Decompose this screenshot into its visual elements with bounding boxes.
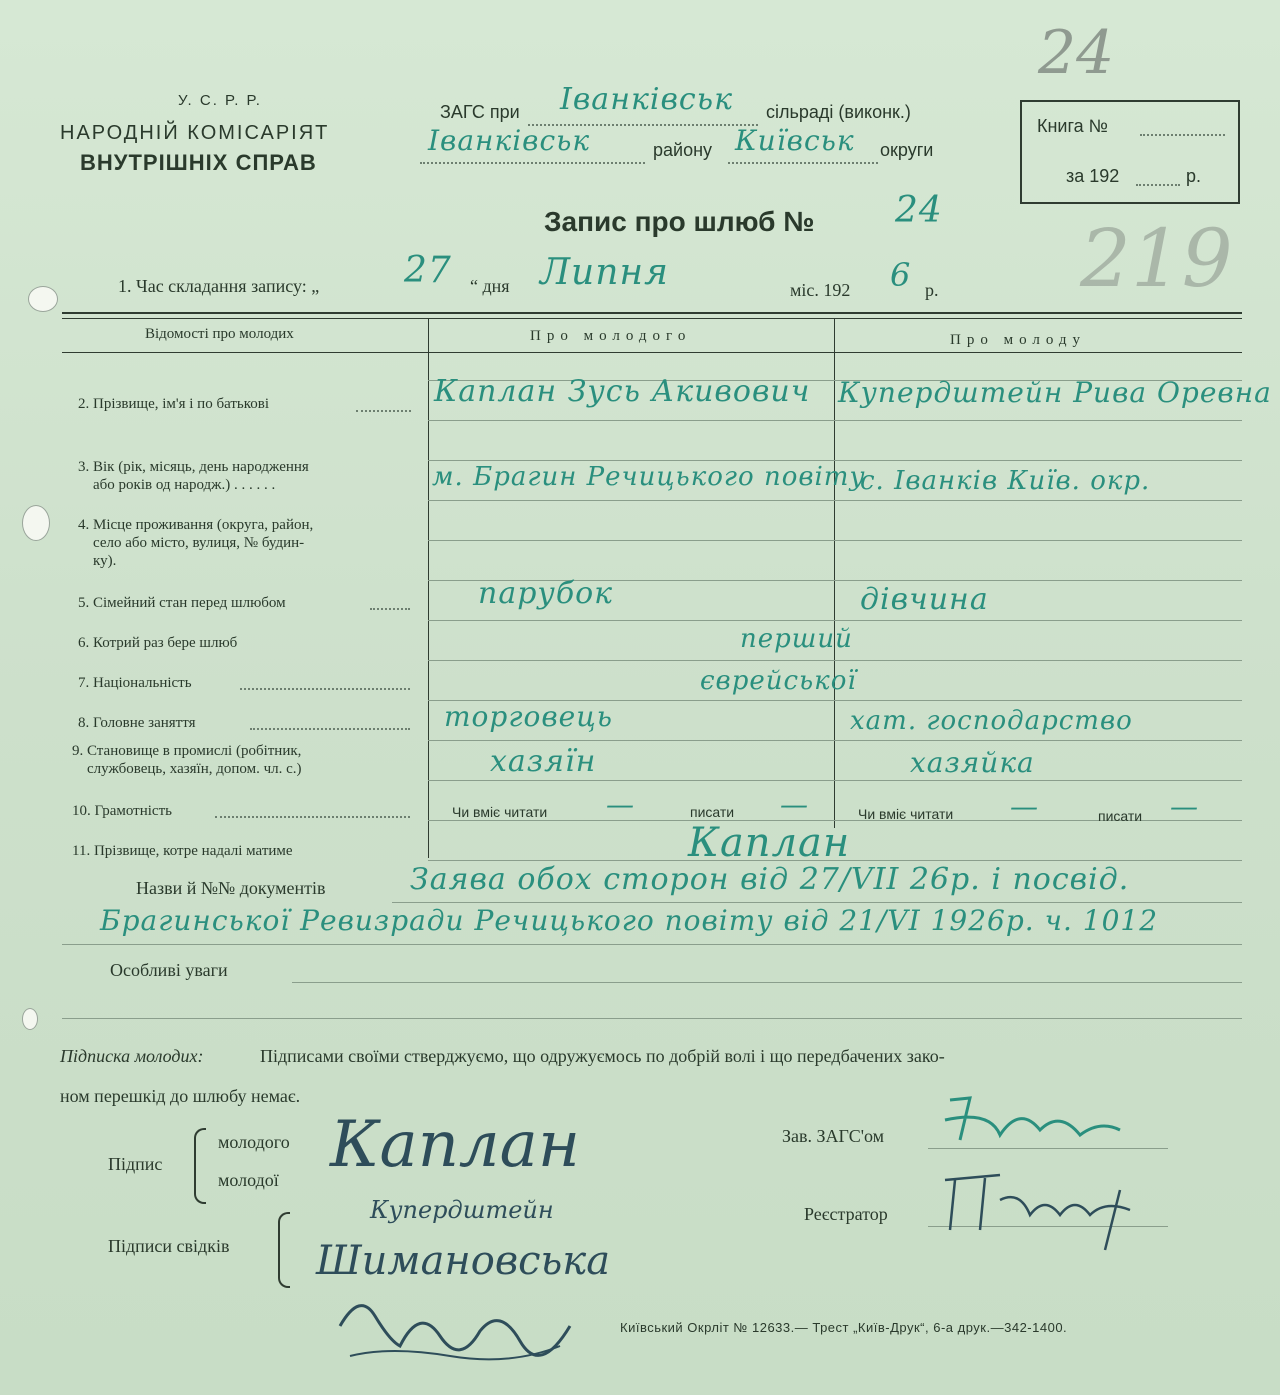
consent-text-2: ном перешкід до шлюбу немає. <box>60 1086 301 1106</box>
record-time-year-suffix: р. <box>925 280 939 300</box>
printer-footer: Київський Окрліт № 12633.— Трест „Київ-Друк“, 6-а друк.—342-1400. <box>620 1320 1068 1335</box>
bride-signature-label: молодої <box>218 1170 279 1190</box>
row-label-dots <box>370 608 410 610</box>
table-col1-header: Відомості про молодих <box>145 326 294 342</box>
registrar-signature <box>930 1160 1160 1260</box>
groom-literacy-read: — <box>606 788 635 821</box>
table-header-rule <box>62 352 1242 353</box>
okruga-name: Київськ <box>735 124 855 157</box>
groom-signature: Каплан <box>330 1108 580 1182</box>
bride-birthplace: с. Іванків Київ. окр. <box>860 466 1151 496</box>
org-ussr: У. С. Р. Р. <box>178 92 262 109</box>
okruga-line <box>728 162 878 164</box>
table-top-rule-2 <box>62 318 1242 319</box>
signature-label: Підпис <box>108 1154 163 1174</box>
bride-literacy-write-label: писати <box>1098 808 1143 824</box>
record-time-month-label: міс. 192 <box>790 280 851 300</box>
groom-nationality: єврейської <box>700 666 857 696</box>
row-label-dots <box>215 816 410 818</box>
book-number-line <box>1140 134 1225 136</box>
row-label-marriage-count: 6. Котрий раз бере шлюб <box>78 635 238 651</box>
bride-literacy-write: — <box>1170 790 1199 823</box>
table-top-rule <box>62 312 1242 314</box>
row-label-future-surname: 11. Прізвище, котре надалі матиме <box>72 843 293 859</box>
bride-marital-status: дівчина <box>860 582 989 617</box>
row-label-residence: 4. Місце проживання (округа, район, село або місто, вулиця, № будин- ку). <box>78 517 314 569</box>
zags-village: Іванківськ <box>560 82 733 117</box>
groom-marriage-count: перший <box>740 624 853 654</box>
row-label-occupation: 8. Головне заняття <box>78 715 196 731</box>
notes-label: Особливі уваги <box>110 960 228 980</box>
org-commissariat: НАРОДНІЙ КОМІСАРІЯТ <box>60 122 330 144</box>
documents-text-2: Брагинської Ревизради Речицького повіту від 21/VI 1926р. ч. 1012 <box>100 904 1159 937</box>
binder-hole <box>22 505 50 541</box>
table-ruling-line <box>428 420 1242 421</box>
rayon-label: району <box>653 140 713 160</box>
registrar-label: Реєстратор <box>804 1204 888 1224</box>
witness-signature-label: Підписи свідків <box>108 1236 230 1256</box>
rayon-line <box>420 162 645 164</box>
record-time-day-suffix: “ дня <box>470 276 510 296</box>
book-year-label: за 192 <box>1066 166 1120 186</box>
record-time-year-digit: 6 <box>890 256 912 294</box>
record-time-month: Липня <box>540 252 669 293</box>
pencil-folio-number-2: 219 <box>1080 212 1233 305</box>
groom-marital-status: парубок <box>478 576 614 611</box>
binder-hole <box>22 1008 38 1030</box>
zags-suffix: сільраді (виконк.) <box>766 102 911 122</box>
book-year-line <box>1136 184 1180 186</box>
table-col2-header: Про молодого <box>530 328 692 344</box>
binder-hole <box>28 286 58 312</box>
notes-line-1 <box>292 982 1242 983</box>
table-ruling-line <box>428 660 1242 661</box>
row-label-marital: 5. Сімейний стан перед шлюбом <box>78 595 286 611</box>
rayon-name: Іванківськ <box>428 124 591 157</box>
bride-literacy-read: — <box>1010 790 1039 823</box>
table-col3-header: Про молоду <box>950 332 1087 348</box>
groom-birthplace: м. Брагин Речицького повіту <box>432 462 866 492</box>
table-col-divider-1 <box>428 318 429 858</box>
row-label-dots <box>240 688 410 690</box>
book-year-suffix: р. <box>1186 166 1202 186</box>
row-label-name: 2. Прізвище, ім'я і по батькові <box>78 396 270 412</box>
groom-future-surname: Каплан <box>688 820 851 866</box>
groom-full-name: Каплан Зусь Акивович <box>434 374 811 409</box>
table-ruling-line <box>428 780 1242 781</box>
bride-position: хазяйка <box>910 746 1035 779</box>
row-label-literacy: 10. Грамотність <box>72 803 172 819</box>
head-zags-signature <box>930 1080 1130 1160</box>
table-ruling-line <box>428 740 1242 741</box>
record-time-day: 27 <box>404 250 452 291</box>
record-title: Запис про шлюб № <box>544 206 815 237</box>
record-time-label: 1. Час складання запису: „ <box>118 276 320 296</box>
witness-brace <box>278 1212 290 1288</box>
consent-text-1: Підписами своїми стверджуємо, що одружуємось по добрій волі і що передбачених зако- <box>260 1046 945 1066</box>
groom-occupation: торговець <box>444 700 613 733</box>
witness-signature-1: Купердштейн <box>370 1196 554 1224</box>
bride-full-name: Купердштейн Рива Оревна <box>838 376 1272 409</box>
witness-scrawl <box>330 1286 590 1366</box>
signature-brace <box>194 1128 206 1204</box>
record-number: 24 <box>895 190 943 231</box>
bride-literacy-read-label: Чи вміє читати <box>858 806 954 822</box>
documents-text-1: Заява обох сторон від 27/VII 26р. і посвід. <box>410 862 1130 897</box>
row-label-dots <box>356 410 411 412</box>
row-label-dots <box>250 728 410 730</box>
book-number-label: Книга № <box>1037 116 1108 136</box>
row-label-position: 9. Становище в промислі (робітник, службовець, хазяїн, допом. чл. с.) <box>72 743 302 777</box>
witness-signature-2: Шимановська <box>316 1238 611 1284</box>
documents-line-2 <box>62 944 1242 945</box>
table-ruling-line <box>428 540 1242 541</box>
documents-line-1 <box>392 902 1242 903</box>
groom-literacy-write-label: писати <box>690 804 735 820</box>
groom-signature-label: молодого <box>218 1132 290 1152</box>
row-label-nationality: 7. Національність <box>78 675 192 691</box>
okruga-label: округи <box>880 140 934 160</box>
notes-line-2 <box>62 1018 1242 1019</box>
consent-lead: Підписка молодих: <box>60 1046 204 1066</box>
head-zags-label: Зав. ЗАГС'ом <box>782 1126 884 1146</box>
pencil-folio-number: 24 <box>1038 18 1115 88</box>
documents-label: Назви й №№ документів <box>136 878 326 898</box>
table-ruling-line <box>428 460 1242 461</box>
table-ruling-line <box>428 620 1242 621</box>
row-label-age: 3. Вік (рік, місяць, день народження або років од народж.) . . . . . . <box>78 459 309 493</box>
groom-literacy-read-label: Чи вміє читати <box>452 804 548 820</box>
groom-literacy-write: — <box>780 788 809 821</box>
table-ruling-line <box>428 500 1242 501</box>
bride-occupation: хат. господарство <box>850 706 1133 736</box>
groom-position: хазяїн <box>490 744 597 779</box>
table-col-divider-2 <box>834 318 835 828</box>
zags-prefix: ЗАГС при <box>440 102 520 122</box>
org-internal-affairs: ВНУТРІШНІХ СПРАВ <box>80 150 317 175</box>
